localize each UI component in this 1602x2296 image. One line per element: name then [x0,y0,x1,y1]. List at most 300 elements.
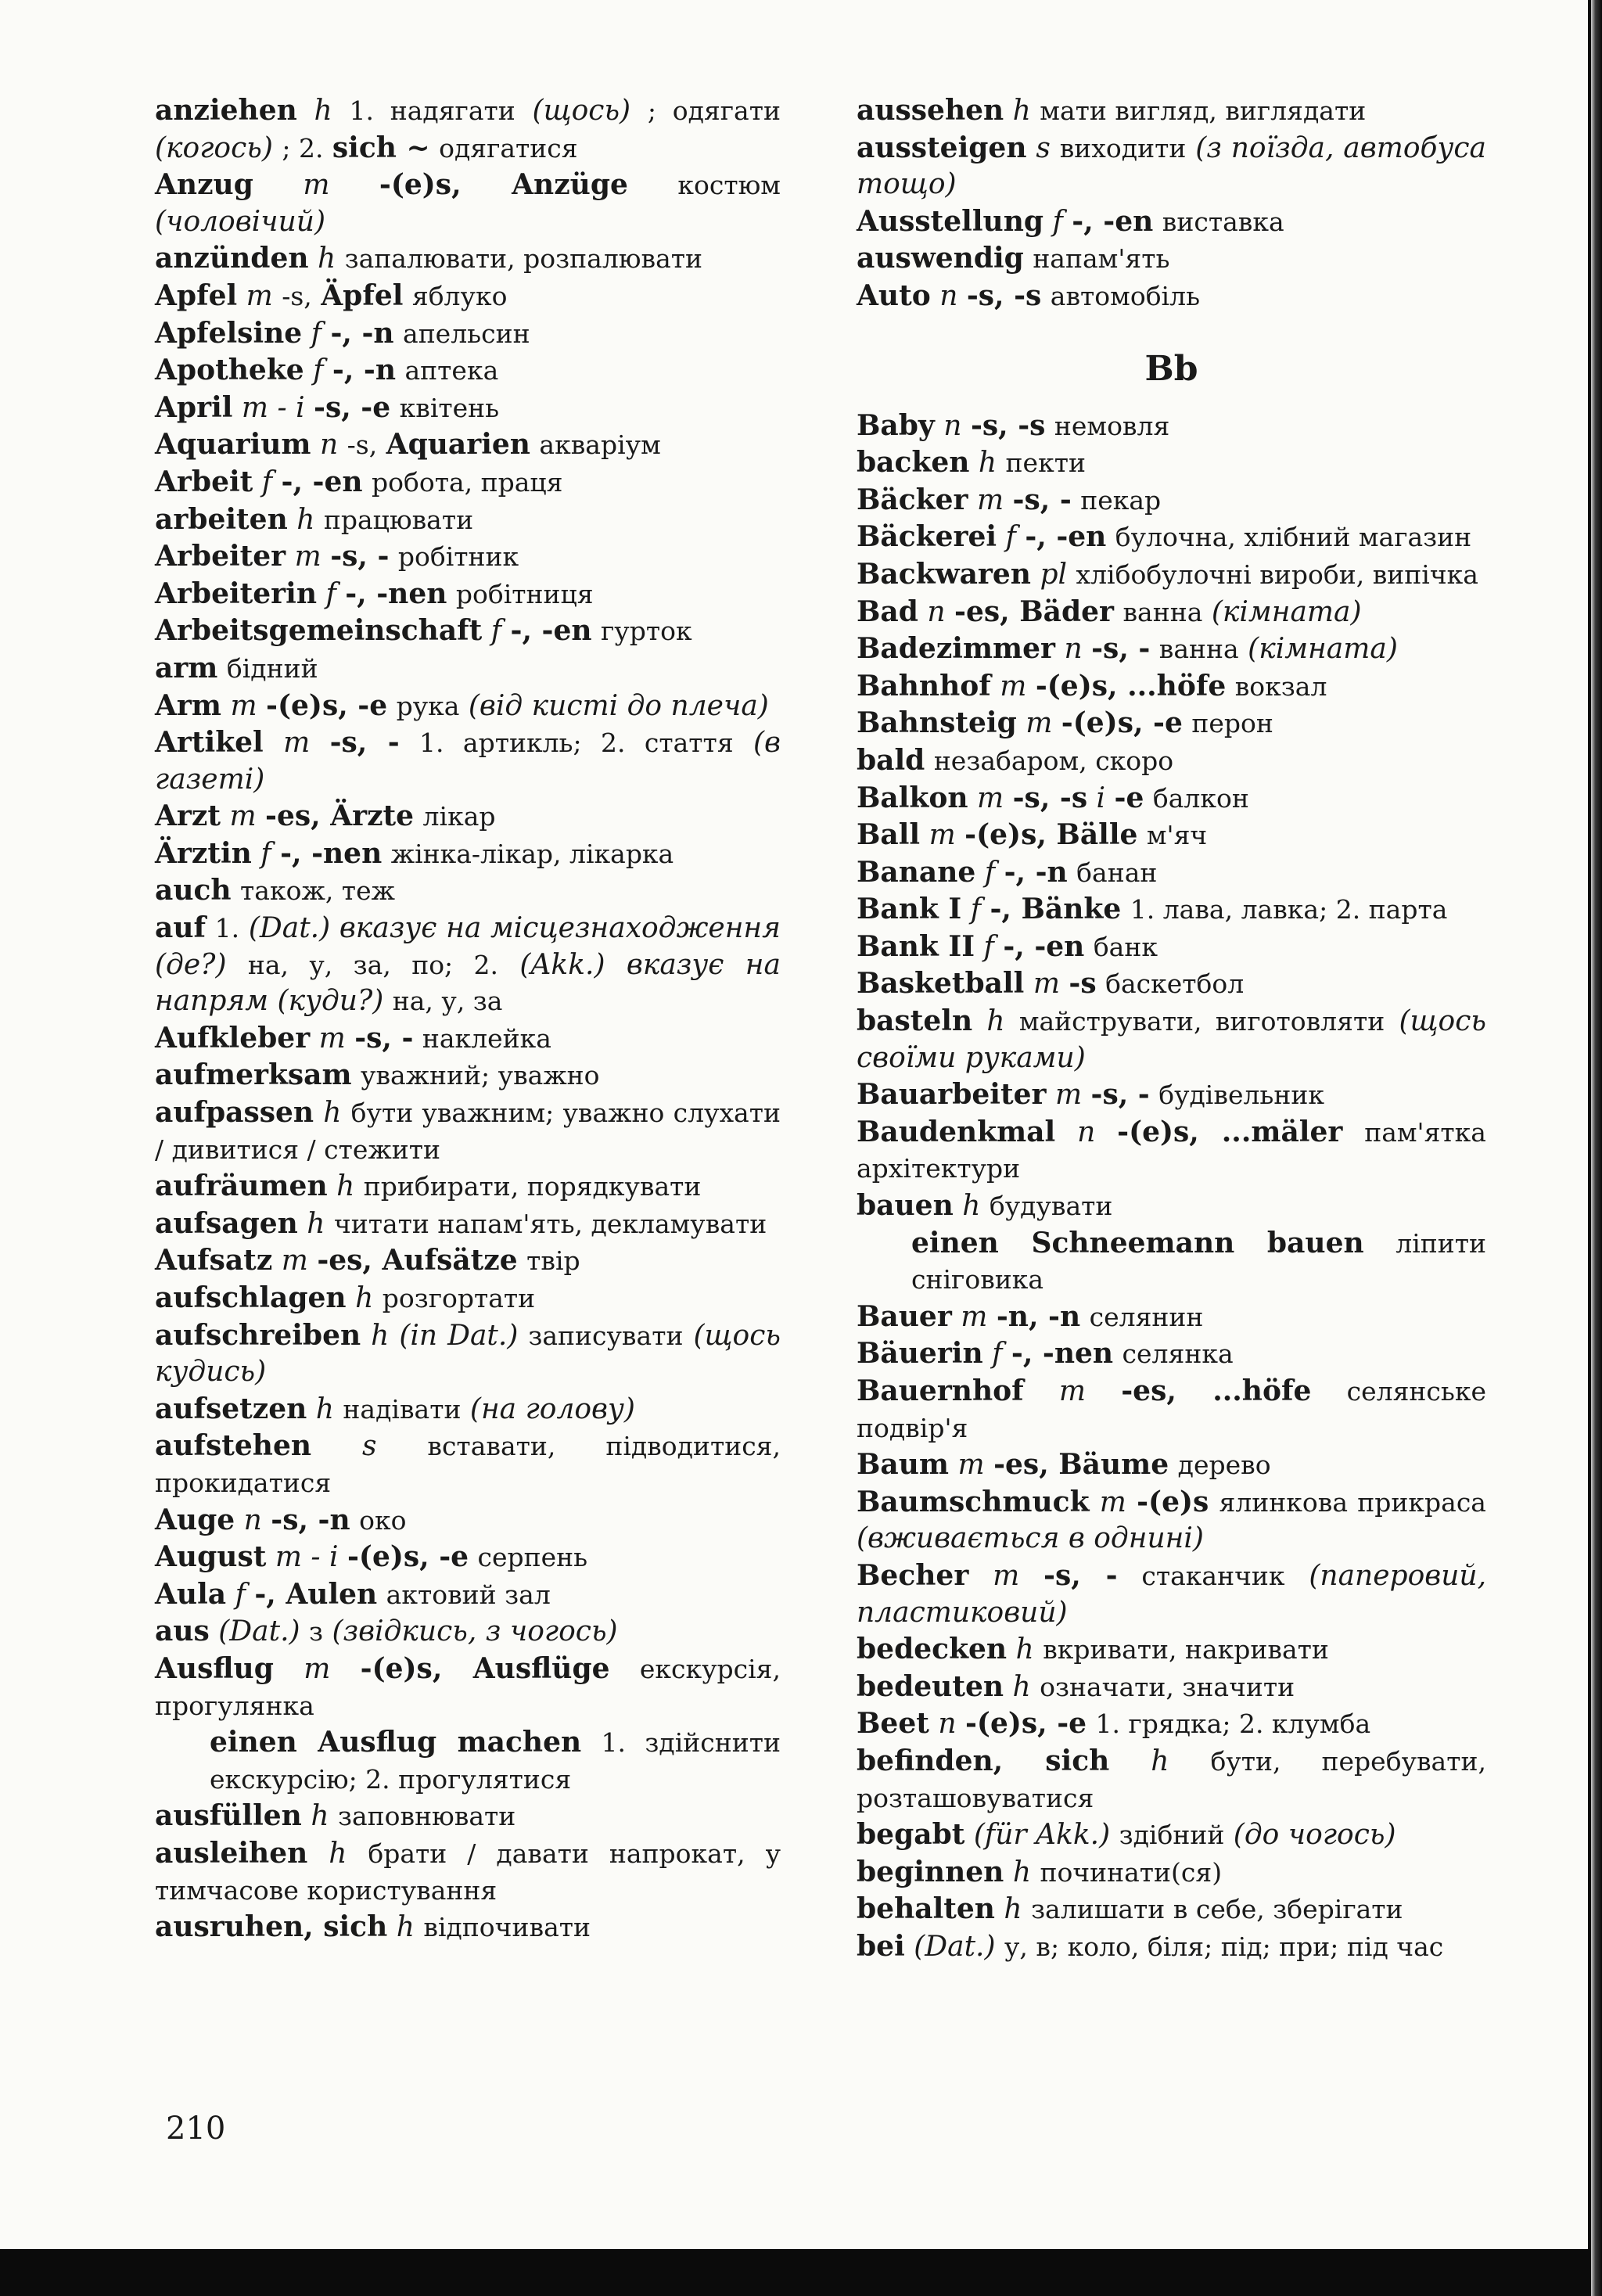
entry-translation: пам'ятка архітектури [857,1116,1486,1184]
entry-note: (звідкись, з чогось) [332,1615,618,1648]
entry-grammar: s [1036,131,1051,164]
entry-translation: вкривати, накривати [1043,1634,1329,1665]
entry-headword: bedecken [857,1633,1008,1666]
entry-note: (вживається в однині) [857,1522,1204,1555]
entry-grammar: (in Dat.) [399,1319,519,1352]
entry-headword: -es, Ärzte [265,799,415,833]
entry-grammar: h [371,1319,390,1352]
entry-grammar: h [978,447,997,480]
entry-grammar: m [304,1652,331,1685]
entry-headword: aufsagen [155,1206,298,1240]
entry-translation: надівати [343,1393,462,1425]
entry-headword: -, Bänke [990,893,1122,926]
dictionary-entry [155,1391,781,1428]
entry-headword: basteln [857,1004,973,1038]
entry-headword: -s, -s [1012,781,1088,814]
right-column-b-entries [857,408,1486,1966]
entry-headword: Bank II [857,929,975,963]
entry-headword: -, -en [1072,204,1154,238]
dictionary-entry [857,742,1486,780]
entry-headword: -s, -n [271,1503,350,1536]
entry-headword: aufpassen [155,1096,314,1130]
entry-translation: екскурсія, прогулянка [155,1653,781,1721]
dictionary-entry [857,594,1486,631]
entry-translation: акваріум [539,429,661,461]
entry-grammar: n [939,279,958,312]
dictionary-entry [857,1373,1486,1446]
entry-grammar: m [976,483,1004,516]
dictionary-entry [155,910,781,1020]
entry-translation: хлібобулочні вироби, випічка [1076,559,1478,590]
dictionary-entry [857,929,1486,966]
entry-headword: aufschlagen [155,1281,347,1314]
right-column [857,92,1486,1966]
entry-headword: Balkon [857,781,968,814]
entry-grammar: n [938,1708,957,1741]
entry-translation: 1. [214,913,240,944]
entry-translation: 1. здійснити екскурсію; 2. прогулятися [210,1727,781,1795]
dictionary-entry [857,556,1486,594]
entry-translation: твір [526,1245,580,1277]
entry-grammar: pl [1040,558,1067,591]
entry-translation: серпень [477,1542,588,1573]
entry-headword: Artikel [155,726,264,760]
entry-translation: на, у, за [392,986,503,1017]
dictionary-entry [857,444,1486,482]
entry-note: (чоловічий) [155,205,325,238]
entry-grammar: m [1054,1079,1083,1112]
entry-headword: ausruhen, sich [155,1910,388,1944]
entry-grammar: (Dat.) [218,1615,300,1648]
entry-grammar: m [961,1300,988,1333]
entry-translation: прибирати, порядкувати [363,1171,702,1202]
dictionary-entry [857,1891,1486,1928]
entry-headword: befinden, sich [857,1744,1110,1777]
dictionary-entry [857,1335,1486,1373]
section-title-b: Bb [1144,348,1198,389]
entry-headword: Badezimmer [857,632,1056,666]
entry-note: (кімната) [1248,633,1398,666]
dictionary-subentry [155,1724,781,1798]
entry-grammar: m [294,541,321,573]
entry-translation: вокзал [1234,670,1327,702]
entry-grammar: (Akk.) [519,948,605,981]
entry-headword: -(e)s, ...höfe [1035,669,1227,702]
dictionary-entry [857,130,1486,203]
entry-translation: селянське подвір'я [857,1376,1486,1443]
entry-headword: -s, - [1091,632,1151,666]
entry-translation: залишати в себе, зберігати [1031,1894,1403,1925]
entry-grammar: m [977,782,1004,814]
entry-translation: костюм [677,170,781,201]
entry-grammar: h [1015,1633,1034,1666]
dictionary-entry [155,92,781,167]
entry-headword: -(e)s, Bälle [964,818,1138,852]
entry-note: (на голову) [469,1392,635,1425]
entry-headword: Bauarbeiter [857,1078,1047,1112]
entry-headword: Becher [857,1558,969,1592]
entry-headword: Baum [857,1448,950,1482]
entry-translation: наклейка [422,1022,551,1054]
entry-translation: 1. грядка; 2. клумба [1095,1709,1371,1740]
entry-headword: behalten [857,1892,995,1926]
entry-headword: aus [155,1615,210,1648]
entry-translation: ванна [1122,596,1203,627]
dictionary-entry [155,167,781,240]
entry-translation: будувати [989,1191,1113,1222]
entry-translation: ванна [1158,634,1239,665]
dictionary-entry [155,426,781,464]
entry-translation: ; 2. [282,132,324,163]
entry-grammar: f [1005,521,1016,554]
entry-grammar: m [230,689,257,722]
entry-grammar: m [283,727,311,760]
dictionary-entry [857,240,1486,278]
entry-headword: Arbeit [155,465,253,498]
entry-grammar: n [943,409,962,442]
dictionary-entry [155,576,781,613]
entry-headword: -s, - [1090,1078,1150,1112]
entry-headword: bei [857,1929,905,1963]
dictionary-entry [155,1057,781,1094]
entry-translation: будівельник [1158,1080,1325,1111]
entry-grammar: f [260,837,271,870]
entry-translation: робота, праця [372,466,563,498]
entry-headword: einen Ausflug machen [210,1726,582,1759]
entry-headword: Apfelsine [155,316,303,350]
dictionary-entry [155,1798,781,1835]
dictionary-entry [155,1280,781,1317]
entry-headword: -(e)s, -e [266,688,388,722]
entry-translation: гурток [601,616,692,647]
entry-translation: пекар [1080,484,1162,516]
entry-headword: Arbeitsgemeinschaft [155,614,483,648]
entry-translation: балкон [1152,782,1249,814]
entry-note: (щось своїми руками) [857,1005,1486,1074]
entry-translation: заповнювати [337,1801,516,1832]
dictionary-entry [155,1576,781,1614]
entry-headword: Auge [155,1503,235,1536]
entry-grammar: h [318,243,336,275]
dictionary-entry [155,1502,781,1540]
entry-grammar: h [336,1170,355,1203]
entry-grammar: h [1012,1856,1031,1888]
dictionary-entry [857,92,1486,130]
entry-grammar: m [303,169,330,202]
entry-grammar: h [396,1911,415,1944]
dictionary-entry [155,1613,781,1651]
entry-headword: -n, -n [996,1299,1081,1333]
entry-translation: дерево [1177,1450,1271,1481]
entry-grammar: h [307,1207,325,1240]
dictionary-entry [155,464,781,501]
dictionary-subentry [857,1225,1486,1299]
entry-headword: Basketball [857,967,1025,1001]
entry-note: (когось) [155,131,273,164]
entry-headword: -es, Bäder [954,595,1115,628]
entry-headword: Beet [857,1707,929,1741]
entry-grammar: h [323,1097,342,1130]
entry-headword: -s [1069,967,1097,1001]
entry-headword: arm [155,651,218,684]
entry-translation: відпочивати [423,1912,591,1943]
entry-headword: Apotheke [155,354,304,387]
entry-translation: у, в; коло, біля; під; при; під час [1004,1931,1444,1962]
entry-headword: -, -en [281,465,363,498]
entry-headword: -s, -s [970,408,1046,442]
entry-translation: бути, перебувати, розташовуватися [857,1745,1486,1813]
entry-headword: aufräumen [155,1170,328,1203]
entry-translation: з [309,1616,324,1647]
entry-grammar: f [1052,205,1063,238]
entry-translation: перон [1191,708,1273,739]
entry-headword: -(e)s, -e [1061,706,1183,740]
entry-grammar: n [1064,633,1083,666]
entry-headword: begabt [857,1818,965,1852]
entry-translation: банк [1093,931,1158,962]
entry-translation: на, у, за, по; 2. [247,949,499,980]
entry-translation: апельсин [403,318,530,349]
entry-headword: Arbeiterin [155,577,317,610]
entry-translation: починати(ся) [1040,1856,1223,1888]
entry-headword: -(e)s, Ausflüge [360,1651,610,1685]
entry-headword: Arm [155,688,221,722]
entry-grammar: m [993,1559,1020,1592]
dictionary-entry [857,1631,1486,1669]
entry-headword: bauen [857,1189,954,1223]
entry-grammar: m [1058,1375,1087,1407]
entry-translation: 1. артикль; 2. стаття [419,728,734,759]
dictionary-entry [155,538,781,576]
entry-translation: селянка [1122,1338,1234,1370]
page-number: 210 [166,2111,226,2147]
dictionary-entry [857,631,1486,668]
entry-grammar: m - i [275,1541,339,1574]
entry-headword: ausleihen [155,1836,308,1870]
entry-headword: Ärztin [155,836,252,870]
entry-headword: Anzug [155,168,253,202]
dictionary-entry [857,1558,1486,1631]
dictionary-entry [155,278,781,315]
entry-note: (паперовий, пластиковий) [857,1559,1487,1629]
entry-translation: пекти [1005,447,1086,479]
entry-headword: -, -n [332,354,397,387]
entry-headword: -, -en [1025,520,1107,554]
entry-note: (в газеті) [155,727,781,796]
entry-headword: Arbeiter [155,540,286,573]
dictionary-entry [857,780,1486,817]
dictionary-entry [155,1094,781,1168]
entry-grammar: f [490,615,502,648]
dictionary-entry [155,1242,781,1280]
entry-translation: вставати, підводитися, прокидатися [155,1431,781,1498]
entry-grammar: m [1025,707,1053,740]
dictionary-entry [857,1114,1486,1188]
dictionary-entry [857,1669,1486,1706]
dictionary-entry [857,1484,1486,1558]
entry-translation: виходити [1059,132,1187,163]
entry-translation: запалювати, розпалювати [344,243,703,275]
dictionary-entry [155,613,781,650]
dictionary-entry [857,1076,1486,1114]
entry-headword: -es, Aufsätze [317,1244,518,1277]
entry-grammar: h [314,95,332,127]
entry-translation: м'яч [1146,820,1208,851]
entry-translation: незабаром, скоро [933,745,1174,776]
entry-translation: читати напам'ять, декламувати [333,1208,767,1239]
entry-headword: -, -nen [345,577,447,610]
entry-headword: aufschreiben [155,1318,361,1352]
entry-grammar: m [1000,670,1027,702]
entry-headword: aufmerksam [155,1058,352,1092]
entry-translation: банан [1076,857,1158,888]
entry-translation: робітник [397,541,519,573]
entry-translation: брати / давати напрокат, у тимчасове користування [155,1838,781,1906]
entry-grammar: h [355,1282,374,1314]
entry-translation: 1. надягати [349,95,515,126]
entry-grammar: m [318,1022,346,1055]
entry-grammar: h [1151,1744,1169,1777]
entry-translation: селянин [1089,1301,1204,1332]
entry-headword: Banane [857,855,976,889]
dictionary-entry [857,203,1486,241]
entry-headword: Bad [857,595,918,628]
entry-headword: aufsetzen [155,1392,307,1425]
entry-grammar: h [1012,95,1031,127]
entry-headword: Aquarien [386,428,530,462]
dictionary-entry [857,1188,1486,1225]
entry-headword: ausfüllen [155,1799,302,1833]
entry-headword: Auto [857,278,931,312]
entry-translation: мати вигляд, виглядати [1040,95,1367,126]
entry-headword: Baby [857,408,935,442]
entry-headword: Bahnhof [857,669,991,702]
entry-note: вказує на місцезнаходження (де?) [155,912,781,981]
dictionary-entry [155,1651,781,1724]
entry-translation: 1. лава, лавка; 2. парта [1130,894,1448,925]
dictionary-entry [857,668,1486,706]
entry-translation: майструвати, виготовляти [1018,1006,1385,1037]
entry-translation: ; одягати [647,95,781,126]
dictionary-entry [155,1317,781,1391]
dictionary-entry [857,1003,1486,1076]
entry-grammar: f [313,354,324,387]
entry-headword: Bauernhof [857,1374,1024,1407]
entry-grammar: (Dat.) [914,1930,996,1963]
dictionary-entry [857,1299,1486,1336]
entry-grammar: n [319,429,339,462]
entry-grammar: f [983,930,994,963]
entry-headword: -, -en [1003,929,1085,963]
entry-translation: ліпити сніговика [911,1227,1486,1295]
entry-grammar: h [296,503,315,536]
book-spine-shadow [1591,0,1602,2296]
entry-translation: виставка [1162,206,1284,237]
entry-headword: -, -nen [280,836,383,870]
entry-headword: aussteigen [857,131,1027,164]
entry-translation: розгортати [382,1283,536,1313]
entry-headword: Bauer [857,1299,952,1333]
entry-headword: -(e)s, Anzüge [379,168,628,202]
entry-headword: Aufkleber [155,1021,311,1055]
dictionary-entry [857,965,1486,1003]
entry-headword: -, -en [510,614,592,648]
entry-headword: Baumschmuck [857,1485,1090,1518]
entry-headword: August [155,1540,267,1574]
entry-translation: квітень [399,392,500,423]
entry-grammar: f [261,465,273,498]
entry-translation: бути уважним; уважно слухати / дивитися / стежити [155,1098,781,1165]
entry-headword: Bahnsteig [857,706,1017,740]
entry-headword: -s, - [1012,483,1072,516]
entry-headword: backen [857,446,970,480]
entry-headword: April [155,390,233,424]
entry-grammar: h [1012,1670,1031,1703]
entry-translation: булочна, хлібний магазин [1115,522,1472,553]
entry-translation: здібний [1119,1820,1225,1851]
entry-translation: стаканчик [1141,1560,1285,1591]
entry-translation: жінка-лікар, лікарка [390,838,674,869]
left-column [155,92,781,1946]
entry-headword: Backwaren [857,557,1031,591]
entry-headword: Baudenkmal [857,1115,1056,1148]
entry-grammar: h [311,1800,329,1833]
entry-note: (з поїзда, автобуса тощо) [857,131,1486,201]
dictionary-entry [857,1854,1486,1892]
entry-headword: Bank I [857,893,962,926]
entry-grammar: h [1004,1893,1022,1926]
entry-note: (щось кудись) [155,1319,781,1389]
entry-headword: -(e)s, -e [347,1540,469,1574]
entry-translation: немовля [1054,410,1170,441]
entry-translation: робітниця [455,578,594,609]
entry-translation: -s, [347,429,378,461]
entry-headword: bedeuten [857,1669,1004,1703]
entry-headword: Ausflug [155,1651,274,1685]
entry-translation: напам'ять [1033,243,1170,275]
dictionary-entry [155,1539,781,1576]
entry-translation: актовий зал [386,1579,551,1610]
dictionary-entry [155,1428,781,1501]
entry-grammar: n [243,1504,262,1536]
entry-headword: Ball [857,818,921,852]
dictionary-entry [857,891,1486,929]
entry-headword: Ausstellung [857,204,1044,238]
dictionary-entry [857,854,1486,892]
dictionary-entry [857,1446,1486,1484]
entry-translation: баскетбол [1105,968,1245,1000]
dictionary-entry [155,390,781,427]
entry-translation: автомобіль [1050,280,1201,311]
entry-translation: аптека [404,355,499,386]
dictionary-entry [857,1705,1486,1743]
dictionary-entry [155,688,781,725]
entry-headword: -es, ...höfe [1121,1374,1312,1407]
entry-grammar: m [246,279,273,312]
dictionary-entry [155,501,781,539]
entry-headword: aussehen [857,94,1004,127]
entry-grammar: h [315,1392,334,1425]
entry-grammar: m [957,1449,985,1482]
entry-headword: -(e)s [1137,1485,1209,1518]
entry-headword: sich ~ [332,131,430,164]
dictionary-entry [155,835,781,873]
dictionary-entry [155,1205,781,1243]
dictionary-entry [155,1909,781,1946]
entry-translation: око [359,1504,407,1536]
entry-translation: одягатися [439,132,578,163]
dictionary-entry [857,482,1486,519]
